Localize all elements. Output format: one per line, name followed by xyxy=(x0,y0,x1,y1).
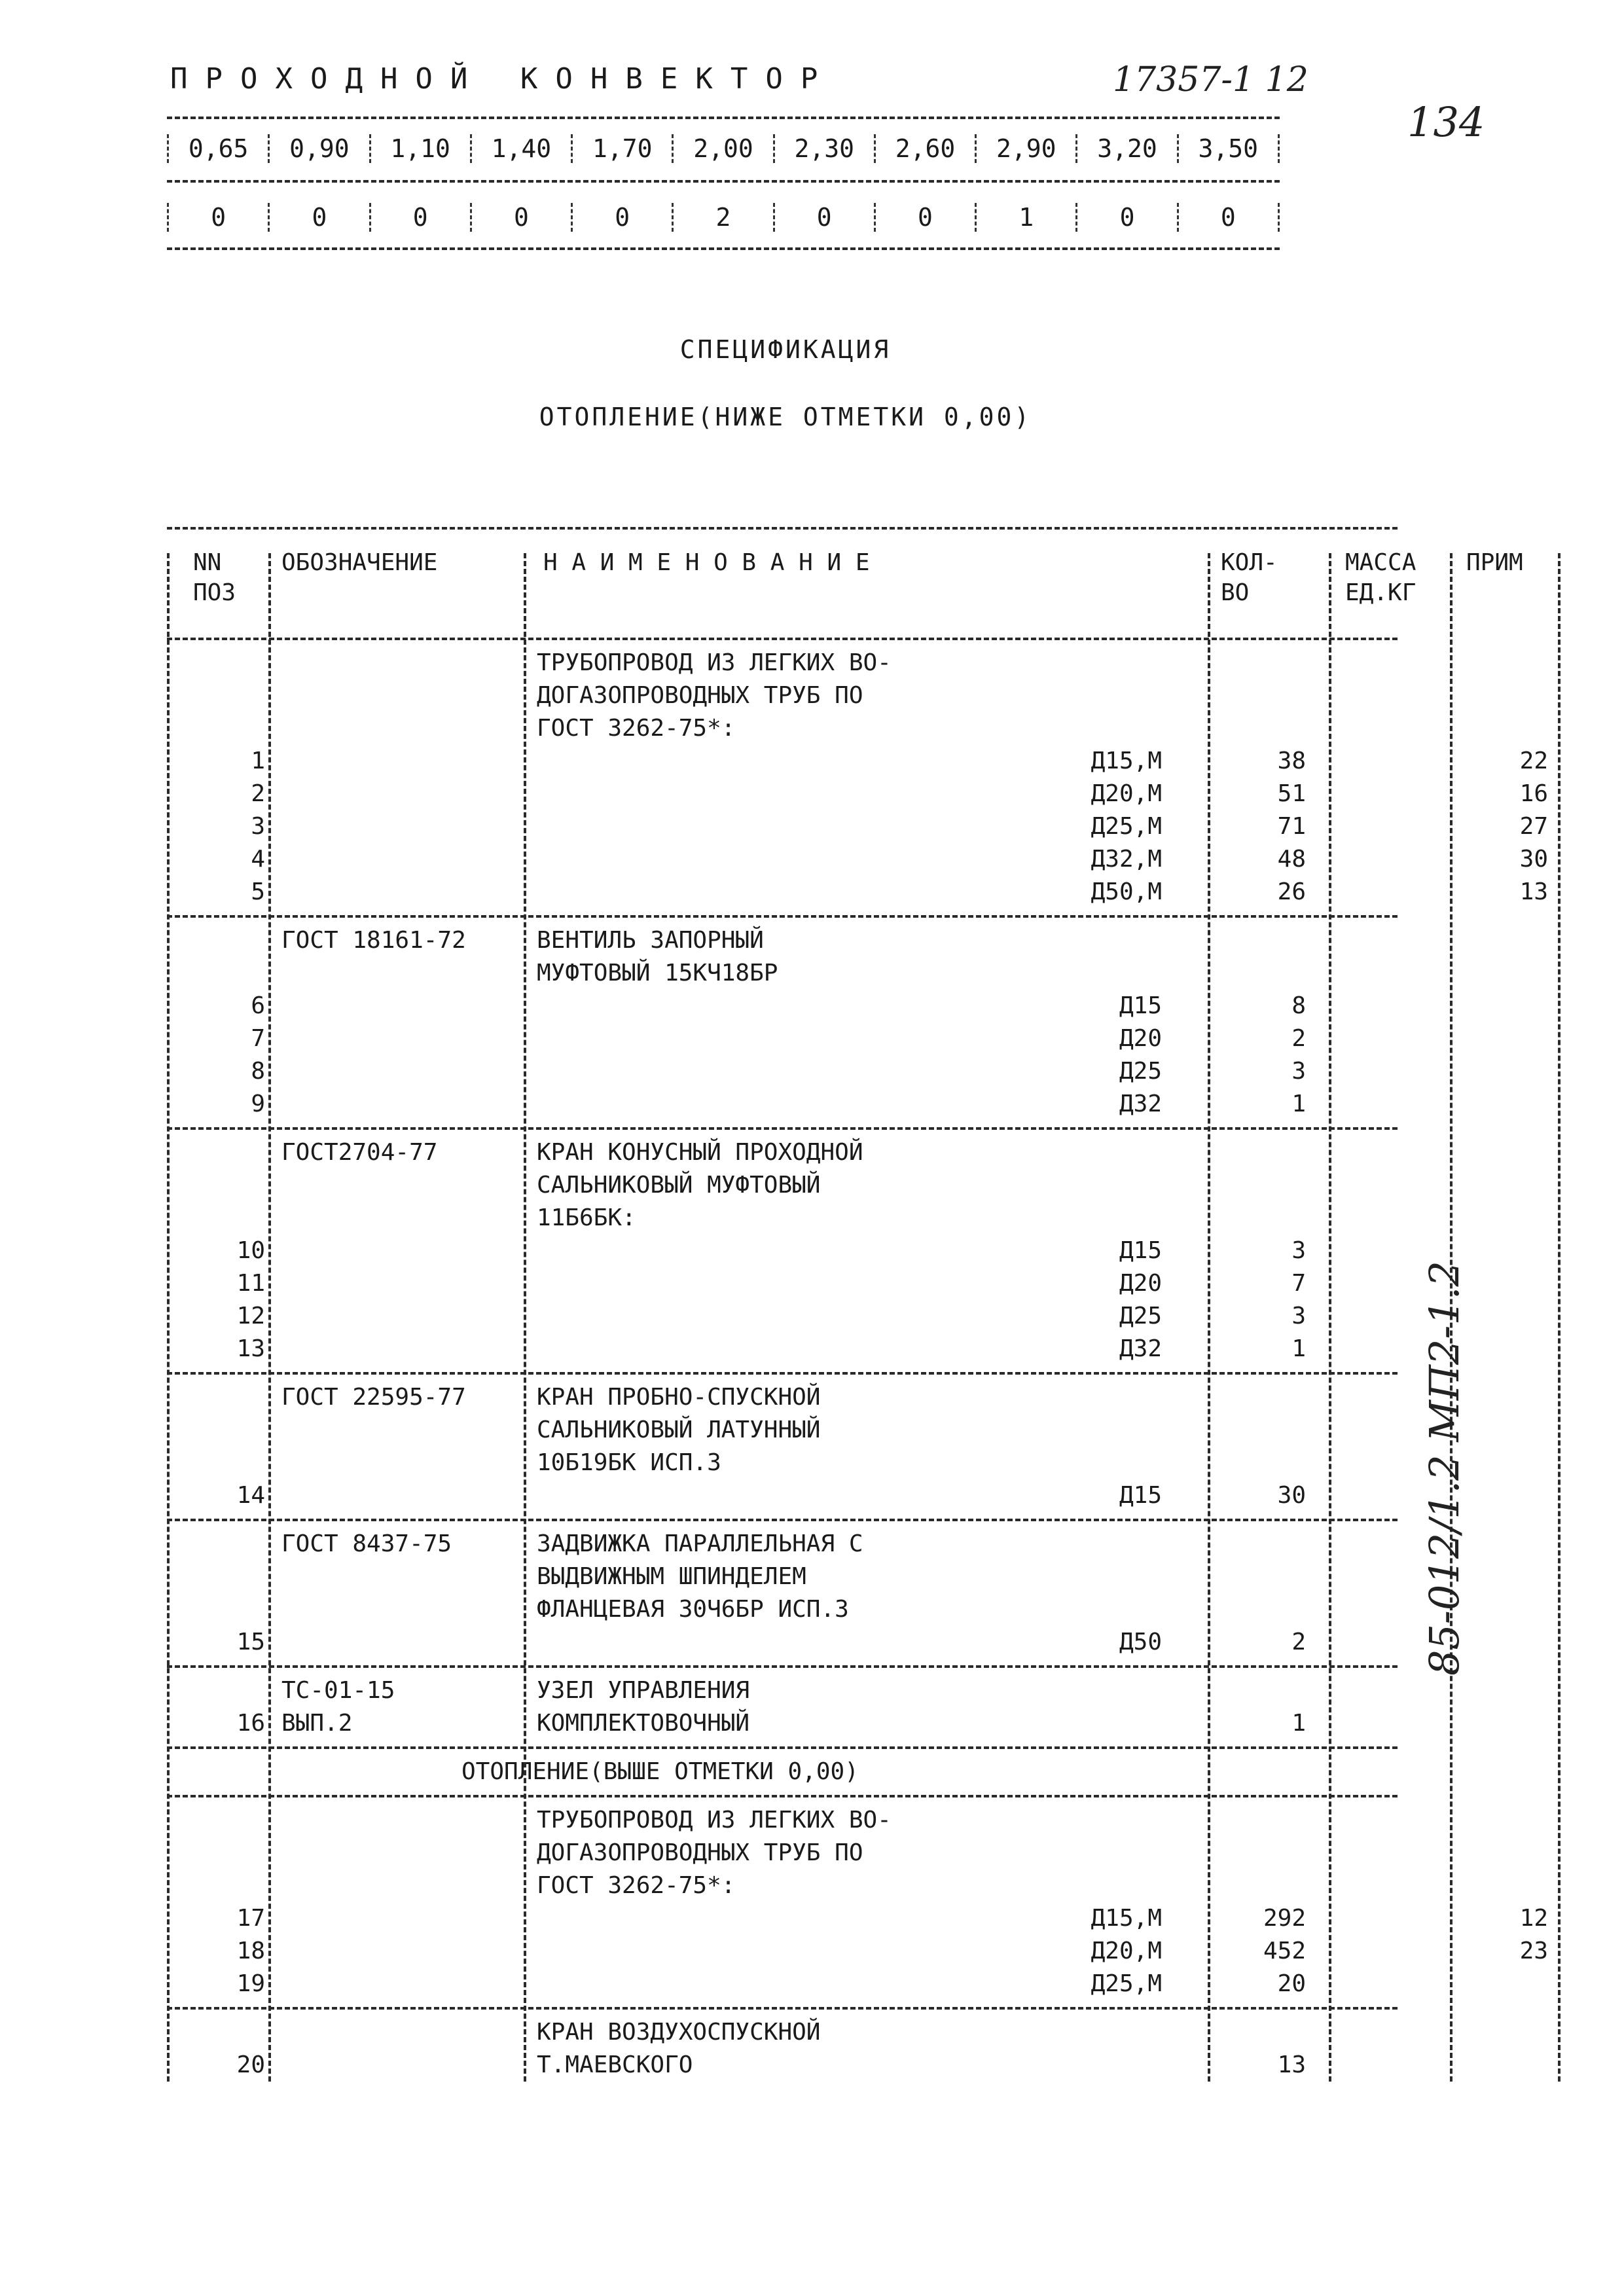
convector-size-cell: 0,65 xyxy=(167,134,268,163)
convector-count-cell: 0 xyxy=(268,203,369,232)
rule xyxy=(167,247,1280,250)
quantity-cell: 7 xyxy=(1291,1270,1306,1297)
spec-title: СПЕЦИФИКАЦИЯ xyxy=(679,335,892,364)
table-row xyxy=(167,876,1548,909)
table-rule xyxy=(167,909,1398,924)
rule xyxy=(167,180,1280,183)
position-cell: 14 xyxy=(236,1482,265,1509)
col-name: Н А И М Е Н О В А Н И Е xyxy=(543,549,870,576)
note-cell: 22 xyxy=(1519,748,1548,774)
convector-count-cell: 1 xyxy=(975,203,1075,232)
quantity-cell: 26 xyxy=(1277,878,1306,905)
page-number: 134 xyxy=(1407,98,1485,146)
quantity-cell: 13 xyxy=(1277,2051,1306,2078)
table-row xyxy=(167,647,1398,679)
size-cell: Д32 xyxy=(1119,1091,1162,1117)
convector-count-cell: 0 xyxy=(369,203,470,232)
table-row xyxy=(167,1202,1398,1235)
position-cell: 16 xyxy=(236,1710,265,1737)
table-row xyxy=(167,1333,1398,1365)
convector-size-cell: 2,90 xyxy=(975,134,1075,163)
name-cell: ВЫДВИЖНЫМ ШПИНДЕЛЕМ xyxy=(537,1563,806,1590)
position-cell: 11 xyxy=(236,1270,265,1297)
name-cell: ДОГАЗОПРОВОДНЫХ ТРУБ ПО xyxy=(537,1839,863,1866)
name-cell: МУФТОВЫЙ 15КЧ18БР xyxy=(537,960,778,986)
quantity-cell: 2 xyxy=(1291,1025,1306,1052)
size-cell: Д25 xyxy=(1119,1303,1162,1329)
quantity-cell: 1 xyxy=(1291,1710,1306,1737)
designation-cell: ГОСТ 8437-75 xyxy=(281,1530,452,1557)
name-cell: КРАН ПРОБНО-СПУСКНОЙ xyxy=(537,1384,821,1411)
position-cell: 12 xyxy=(236,1303,265,1329)
convector-size-cell: 2,60 xyxy=(874,134,975,163)
quantity-cell: 38 xyxy=(1277,748,1306,774)
table-rule xyxy=(167,1121,1398,1136)
table-row xyxy=(167,1414,1398,1447)
quantity-cell: 20 xyxy=(1277,1970,1306,1997)
table-rule xyxy=(167,1512,1398,1528)
table-row xyxy=(167,1136,1398,1169)
table-row xyxy=(167,1022,1398,1055)
convector-count-cell: 0 xyxy=(773,203,874,232)
position-cell: 10 xyxy=(236,1237,265,1264)
col-pos-line2: ПОЗ xyxy=(193,579,236,606)
table-row xyxy=(167,745,1548,778)
col-mass xyxy=(1345,548,1416,608)
size-cell: Д50 xyxy=(1119,1629,1162,1655)
size-cell: Д25,М xyxy=(1091,1970,1162,1997)
column-divider xyxy=(524,553,526,2082)
table-row xyxy=(167,712,1398,745)
table-row xyxy=(167,1707,1398,1740)
convector-count-cell: 0 xyxy=(571,203,672,232)
note-cell: 12 xyxy=(1519,1905,1548,1932)
quantity-cell: 51 xyxy=(1277,780,1306,807)
position-cell: 13 xyxy=(236,1335,265,1362)
table-row xyxy=(167,2049,1398,2082)
table-row xyxy=(167,1935,1548,1968)
col-qty xyxy=(1221,548,1278,608)
table-row xyxy=(167,810,1548,843)
size-cell: Д20,М xyxy=(1091,1938,1162,1964)
size-cell: Д50,М xyxy=(1091,878,1162,905)
position-cell: 7 xyxy=(251,1025,265,1052)
table-row xyxy=(167,1088,1398,1121)
convector-size-cell: 3,20 xyxy=(1075,134,1176,163)
column-divider xyxy=(167,553,170,2082)
convector-size-cell: 0,90 xyxy=(268,134,369,163)
quantity-cell: 3 xyxy=(1291,1303,1306,1329)
convector-count-cell: 2 xyxy=(672,203,772,232)
handwritten-code: 17357-1 12 xyxy=(1113,60,1308,99)
position-cell: 8 xyxy=(251,1058,265,1085)
table-row xyxy=(167,1300,1398,1333)
table-rule xyxy=(167,1740,1398,1756)
table-row xyxy=(167,990,1398,1022)
section-row xyxy=(167,1756,1398,1788)
size-cell: Д20,М xyxy=(1091,780,1162,807)
table-row xyxy=(167,1869,1398,1902)
quantity-cell: 30 xyxy=(1277,1482,1306,1509)
quantity-cell: 2 xyxy=(1291,1629,1306,1655)
designation-cell: ВЫП.2 xyxy=(281,1710,353,1737)
col-qty-line1: КОЛ- xyxy=(1221,549,1278,576)
table-rule xyxy=(167,1365,1398,1381)
size-cell: Д15 xyxy=(1119,992,1162,1019)
table-row xyxy=(167,957,1398,990)
convector-size-cell: 3,50 xyxy=(1177,134,1280,163)
table-row xyxy=(167,1528,1398,1561)
convector-size-cell: 1,40 xyxy=(470,134,571,163)
note-cell: 30 xyxy=(1519,846,1548,873)
name-cell: КРАН КОНУСНЫЙ ПРОХОДНОЙ xyxy=(537,1139,863,1166)
size-cell: Д25 xyxy=(1119,1058,1162,1085)
convector-size-cell: 1,10 xyxy=(369,134,470,163)
size-cell: Д15,М xyxy=(1091,748,1162,774)
position-cell: 5 xyxy=(251,878,265,905)
convector-count-cell: 0 xyxy=(167,203,268,232)
size-cell: Д15,М xyxy=(1091,1905,1162,1932)
table-row xyxy=(167,924,1398,957)
quantity-cell: 1 xyxy=(1291,1335,1306,1362)
size-cell: Д32,М xyxy=(1091,846,1162,873)
col-qty-line2: ВО xyxy=(1221,579,1250,606)
convector-sizes-row xyxy=(167,134,1280,163)
name-cell: УЗЕЛ УПРАВЛЕНИЯ xyxy=(537,1677,750,1704)
name-cell: САЛЬНИКОВЫЙ ЛАТУННЫЙ xyxy=(537,1417,821,1443)
size-cell: Д15 xyxy=(1119,1482,1162,1509)
table-row xyxy=(167,1235,1398,1267)
table-row xyxy=(167,1626,1398,1659)
table-row xyxy=(167,1479,1398,1512)
table-row xyxy=(167,1593,1398,1626)
table-row xyxy=(167,2016,1398,2049)
quantity-cell: 1 xyxy=(1291,1091,1306,1117)
quantity-cell: 48 xyxy=(1277,846,1306,873)
designation-cell: ТС-01-15 xyxy=(281,1677,395,1704)
designation-cell: ГОСТ 18161-72 xyxy=(281,927,466,954)
position-cell: 18 xyxy=(236,1938,265,1964)
name-cell: ТРУБОПРОВОД ИЗ ЛЕГКИХ ВО- xyxy=(537,1807,892,1833)
col-pos-line1: NN xyxy=(193,549,222,576)
convector-count-cell: 0 xyxy=(1075,203,1176,232)
quantity-cell: 3 xyxy=(1291,1237,1306,1264)
note-cell: 23 xyxy=(1519,1938,1548,1964)
table-row xyxy=(167,1804,1398,1837)
table-rule xyxy=(167,2000,1398,2016)
col-note: ПРИМ xyxy=(1466,549,1523,576)
position-cell: 2 xyxy=(251,780,265,807)
size-cell: Д25,М xyxy=(1091,813,1162,840)
quantity-cell: 8 xyxy=(1291,992,1306,1019)
column-divider xyxy=(1329,553,1331,2082)
spec-subtitle: ОТОПЛЕНИЕ(НИЖЕ ОТМЕТКИ 0,00) xyxy=(539,403,1032,431)
name-cell: ГОСТ 3262-75*: xyxy=(537,715,736,742)
column-divider xyxy=(268,553,271,2082)
designation-cell: ГОСТ2704-77 xyxy=(281,1139,438,1166)
size-cell: Д20 xyxy=(1119,1270,1162,1297)
convector-counts-row xyxy=(167,203,1280,232)
quantity-cell: 3 xyxy=(1291,1058,1306,1085)
quantity-cell: 452 xyxy=(1263,1938,1306,1964)
table-row xyxy=(167,1267,1398,1300)
col-designation: ОБОЗНАЧЕНИЕ xyxy=(281,549,438,576)
size-cell: Д20 xyxy=(1119,1025,1162,1052)
position-cell: 3 xyxy=(251,813,265,840)
col-mass-line2: ЕД.КГ xyxy=(1345,579,1416,606)
table-rule xyxy=(167,520,1398,536)
rule xyxy=(167,117,1280,119)
position-cell: 1 xyxy=(251,748,265,774)
convector-size-cell: 2,00 xyxy=(672,134,772,163)
table-row xyxy=(167,1169,1398,1202)
name-cell: 11Б6БК: xyxy=(537,1204,636,1231)
name-cell: ВЕНТИЛЬ ЗАПОРНЫЙ xyxy=(537,927,764,954)
table-rule xyxy=(167,1659,1398,1674)
table-row xyxy=(167,1055,1398,1088)
position-cell: 4 xyxy=(251,846,265,873)
name-cell: ГОСТ 3262-75*: xyxy=(537,1872,736,1899)
document-title: ПРОХОДНОЙ КОНВЕКТОР xyxy=(170,62,836,96)
name-cell: КРАН ВОЗДУХОСПУСКНОЙ xyxy=(537,2019,821,2046)
name-cell: ДОГАЗОПРОВОДНЫХ ТРУБ ПО xyxy=(537,682,863,709)
position-cell: 19 xyxy=(236,1970,265,1997)
table-rule xyxy=(167,1788,1398,1804)
table-rule xyxy=(167,631,1398,647)
note-cell: 16 xyxy=(1519,780,1548,807)
table-row xyxy=(167,1968,1398,2000)
convector-count-cell: 0 xyxy=(1177,203,1280,232)
table-row xyxy=(167,843,1548,876)
size-cell: Д32 xyxy=(1119,1335,1162,1362)
col-pos xyxy=(193,548,236,608)
convector-count-cell: 0 xyxy=(470,203,571,232)
table-row xyxy=(167,1902,1548,1935)
designation-cell: ГОСТ 22595-77 xyxy=(281,1384,466,1411)
section-title: ОТОПЛЕНИЕ(ВЫШЕ ОТМЕТКИ 0,00) xyxy=(461,1758,859,1785)
table-row xyxy=(167,1447,1398,1479)
note-cell: 27 xyxy=(1519,813,1548,840)
name-cell: КОМПЛЕКТОВОЧНЫЙ xyxy=(537,1710,750,1737)
position-cell: 17 xyxy=(236,1905,265,1932)
table-header xyxy=(167,536,1523,631)
position-cell: 9 xyxy=(251,1091,265,1117)
position-cell: 15 xyxy=(236,1629,265,1655)
name-cell: ТРУБОПРОВОД ИЗ ЛЕГКИХ ВО- xyxy=(537,649,892,676)
convector-size-cell: 2,30 xyxy=(773,134,874,163)
column-divider xyxy=(1208,553,1210,2082)
table-row xyxy=(167,1381,1398,1414)
name-cell: 10Б19БК ИСП.3 xyxy=(537,1449,721,1476)
table-row xyxy=(167,1674,1398,1707)
position-cell: 6 xyxy=(251,992,265,1019)
name-cell: САЛЬНИКОВЫЙ МУФТОВЫЙ xyxy=(537,1172,821,1199)
table-row xyxy=(167,778,1548,810)
quantity-cell: 292 xyxy=(1263,1905,1306,1932)
note-cell: 13 xyxy=(1519,878,1548,905)
name-cell: ЗАДВИЖКА ПАРАЛЛЕЛЬНАЯ С xyxy=(537,1530,863,1557)
convector-size-cell: 1,70 xyxy=(571,134,672,163)
col-mass-line1: МАССА xyxy=(1345,549,1416,576)
position-cell: 20 xyxy=(236,2051,265,2078)
table-row xyxy=(167,1837,1398,1869)
side-code: 85-012/1.2 МП2-1.2 xyxy=(1420,1261,1468,1676)
name-cell: Т.МАЕВСКОГО xyxy=(537,2051,693,2078)
name-cell: ФЛАНЦЕВАЯ 30Ч6БР ИСП.3 xyxy=(537,1596,849,1623)
quantity-cell: 71 xyxy=(1277,813,1306,840)
table-row xyxy=(167,1561,1398,1593)
size-cell: Д15 xyxy=(1119,1237,1162,1264)
table-row xyxy=(167,679,1398,712)
convector-count-cell: 0 xyxy=(874,203,975,232)
column-divider xyxy=(1558,553,1561,2082)
